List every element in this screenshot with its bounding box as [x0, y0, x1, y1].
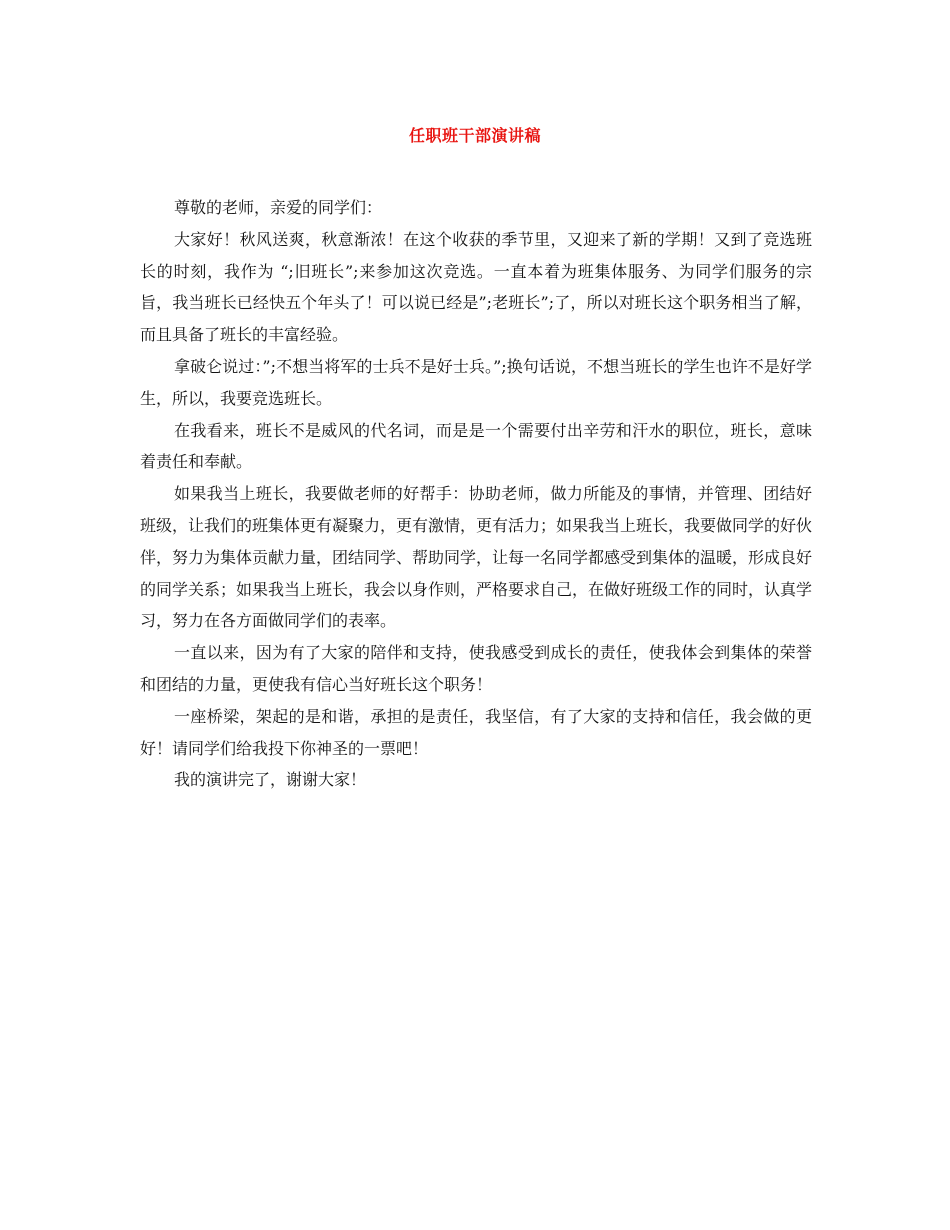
document-title: 任职班干部演讲稿: [408, 126, 541, 145]
body-paragraph: 在我看来，班长不是威风的代名词，而是是一个需要付出辛劳和汗水的职位，班长，意味着责任和奉献。: [140, 420, 812, 472]
closing-paragraph: 我的演讲完了，谢谢大家！: [174, 770, 367, 790]
salutation-paragraph: 尊敬的老师，亲爱的同学们：: [174, 198, 383, 217]
document-body: [140, 192, 812, 796]
body-paragraph: 大家好！秋风送爽，秋意渐浓！在这个收获的季节里，又迎来了新的学期！又到了竞选班长的时刻，我作为 “;旧班长”;来参加这次竞选。一直本着为班集体服务、为同学们服务的宗旨，我当班长已经快五个年头了！可以说已经是”;老班长”;了，所以对班长这个职务相当了解，而且具备了班长的丰富经验。: [140, 229, 812, 345]
body-paragraph: 一直以来，因为有了大家的陪伴和支持，使我感受到成长的责任，使我体会到集体的荣誉和团结的力量，更使我有信心当好班长这个职务！: [140, 643, 812, 694]
body-paragraph: 一座桥梁，架起的是和谐，承担的是责任，我坚信，有了大家的支持和信任，我会做的更好！请同学们给我投下你神圣的一票吧！: [140, 706, 812, 758]
body-paragraph: 如果我当上班长，我要做老师的好帮手：协助老师，做力所能及的事情，并管理、团结好班级，让我们的班集体更有凝聚力，更有激情，更有活力；如果我当上班长，我要做同学的好伙伴，努力为集体贡献力量，团结同学、帮助同学，让每一名同学都感受到集体的温暖，形成良好的同学关系；如果我当上班长，我会以身作则，严格要求自己，在做好班级工作的同时，认真学习，努力在各方面做同学们的表率。: [140, 484, 813, 631]
body-paragraph: 拿破仑说过：”;不想当将军的士兵不是好士兵。”;换句话说，不想当班长的学生也许不是好学生，所以，我要竞选班长。: [140, 356, 812, 408]
